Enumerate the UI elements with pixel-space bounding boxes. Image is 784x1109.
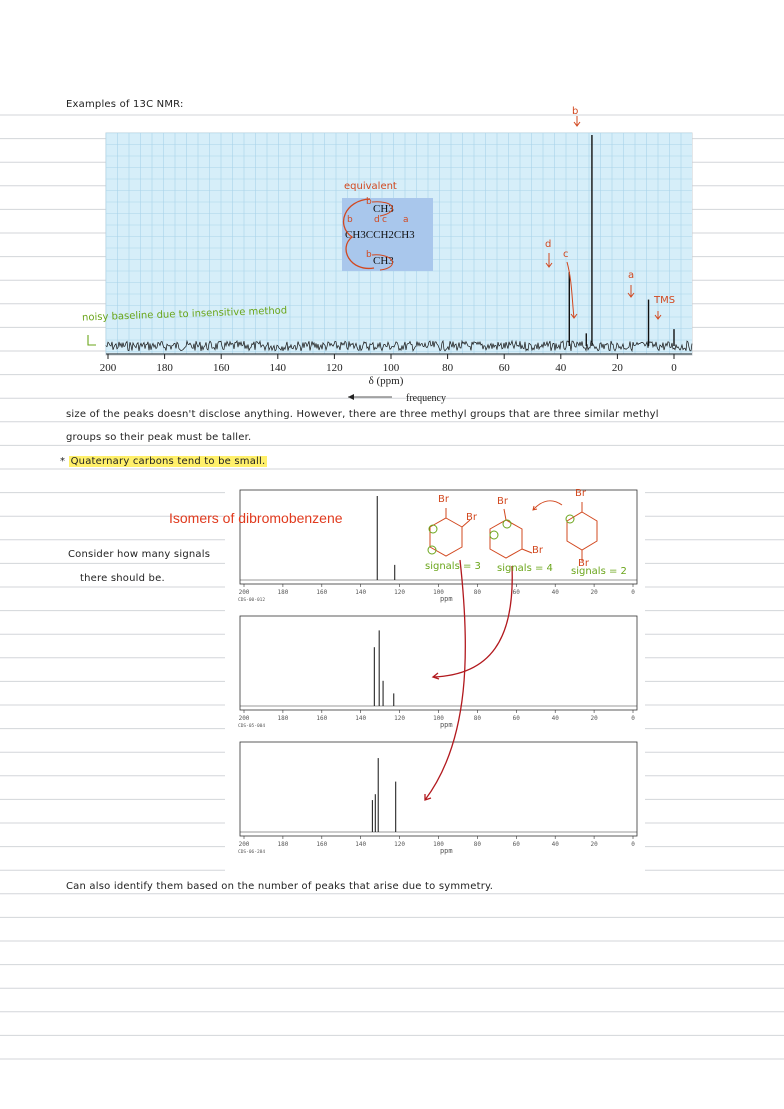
meta-br1-bond: [504, 509, 506, 520]
x-tick-label: 100: [382, 362, 400, 374]
tick-label: 80: [473, 841, 482, 848]
tick-label: 140: [355, 841, 367, 848]
x-tick-label: 0: [671, 362, 677, 374]
label-c: c: [563, 249, 569, 260]
x-tick-label: 140: [269, 362, 287, 374]
note-peak-size-2: groups so their peak must be taller.: [66, 432, 252, 443]
tick-label: 40: [551, 841, 559, 848]
heading: Examples of 13C NMR:: [66, 99, 184, 110]
tick-label: 60: [512, 715, 520, 722]
meta-carbon-mark: [490, 531, 498, 539]
ortho-br1: Br: [438, 494, 449, 505]
tick-label: 40: [551, 715, 559, 722]
x-tick-label: 120: [326, 362, 343, 374]
x-tick-label: 180: [156, 362, 173, 374]
para-br1: Br: [575, 488, 586, 499]
unit-label: ppm: [439, 595, 453, 603]
meta-br2-bond: [522, 549, 532, 553]
spectra-title: Isomers of dibromobenzene: [169, 510, 343, 526]
tick-label: 200: [238, 841, 250, 848]
struct-label-d: d: [374, 215, 380, 225]
tick-label: 120: [394, 841, 406, 848]
struct-label-b-bottom: b: [366, 250, 372, 260]
signals-ortho: signals = 3: [425, 561, 481, 572]
tick-label: 160: [316, 589, 328, 596]
signals-meta: signals = 4: [497, 563, 553, 574]
meta-br2: Br: [532, 545, 543, 556]
unit-label: ppm: [439, 847, 453, 855]
spectrum-code: CDS-06-284: [238, 850, 266, 855]
note-quaternary-text: Quaternary carbons tend to be small.: [70, 456, 266, 467]
label-b: b: [572, 106, 579, 117]
x-tick-label: 20: [611, 362, 623, 374]
label-d: d: [545, 239, 552, 250]
signals-para: signals = 2: [571, 566, 627, 577]
note-consider-2: there should be.: [80, 573, 165, 584]
x-axis-label: δ (ppm): [368, 375, 404, 387]
x-tick-label: 60: [498, 362, 510, 374]
tick-label: 60: [512, 589, 520, 596]
tick-label: 180: [277, 715, 289, 722]
tick-label: 180: [277, 589, 289, 596]
para-br2: Br: [578, 558, 589, 569]
structure-middle: CH3CCH2CH3: [345, 229, 415, 241]
tick-label: 140: [355, 589, 367, 596]
label-equivalent: equivalent: [344, 181, 397, 192]
x-tick-label: 200: [99, 362, 117, 374]
struct-label-b-top: b: [366, 197, 372, 207]
struct-label-c: c: [382, 215, 387, 225]
tick-label: 0: [631, 715, 635, 722]
para-ring: [567, 512, 597, 550]
ortho-br2: Br: [466, 512, 477, 523]
tick-label: 0: [631, 589, 635, 596]
tick-label: 0: [631, 841, 635, 848]
structure-top: CH3: [373, 203, 394, 215]
tick-label: 160: [316, 841, 328, 848]
tick-label: 200: [238, 589, 250, 596]
tick-label: 120: [394, 589, 406, 596]
x-tick-label: 160: [212, 362, 230, 374]
note-consider-1: Consider how many signals: [68, 549, 211, 560]
tick-label: 100: [433, 841, 444, 848]
spectrum-code: CDS-00-012: [238, 598, 266, 603]
note-quaternary-star: *: [60, 456, 66, 467]
struct-label-b-left: b: [347, 215, 353, 225]
unit-label: ppm: [439, 721, 453, 729]
para-to-meta-arrow: [533, 501, 562, 510]
x-tick-label: 80: [442, 362, 454, 374]
ortho-ring: [430, 518, 462, 556]
structure-bottom: CH3: [373, 255, 394, 267]
tick-label: 180: [277, 841, 289, 848]
label-a: a: [628, 270, 635, 281]
note-peak-size-1: size of the peaks doesn't disclose anything. However, there are three methyl groups that are three similar methyl: [66, 409, 659, 420]
tick-label: 120: [394, 715, 406, 722]
tick-label: 100: [433, 589, 444, 596]
label-noisy-baseline: noisy baseline due to insensitive method: [81, 305, 288, 324]
meta-carbon-mark: [503, 520, 511, 528]
tick-label: 40: [551, 589, 559, 596]
tick-label: 60: [512, 841, 520, 848]
arrow-ortho-to-third: [425, 560, 465, 800]
note-symmetry: Can also identify them based on the number of peaks that arise due to symmetry.: [66, 881, 494, 892]
label-tms: TMS: [654, 295, 676, 306]
tick-label: 80: [473, 715, 482, 722]
spectrum-code: CDS-05-004: [238, 724, 266, 729]
tick-label: 20: [590, 841, 598, 848]
tick-label: 200: [238, 715, 250, 722]
tick-label: 20: [590, 715, 598, 722]
struct-label-a: a: [403, 215, 409, 225]
tick-label: 140: [355, 715, 367, 722]
tick-label: 80: [473, 589, 482, 596]
tick-label: 100: [433, 715, 444, 722]
tick-label: 160: [316, 715, 328, 722]
arrow-meta-to-second: [433, 566, 512, 679]
x-tick-label: 40: [555, 362, 567, 374]
tick-label: 20: [590, 589, 598, 596]
frequency-label: frequency: [406, 393, 446, 404]
meta-br1: Br: [497, 496, 508, 507]
